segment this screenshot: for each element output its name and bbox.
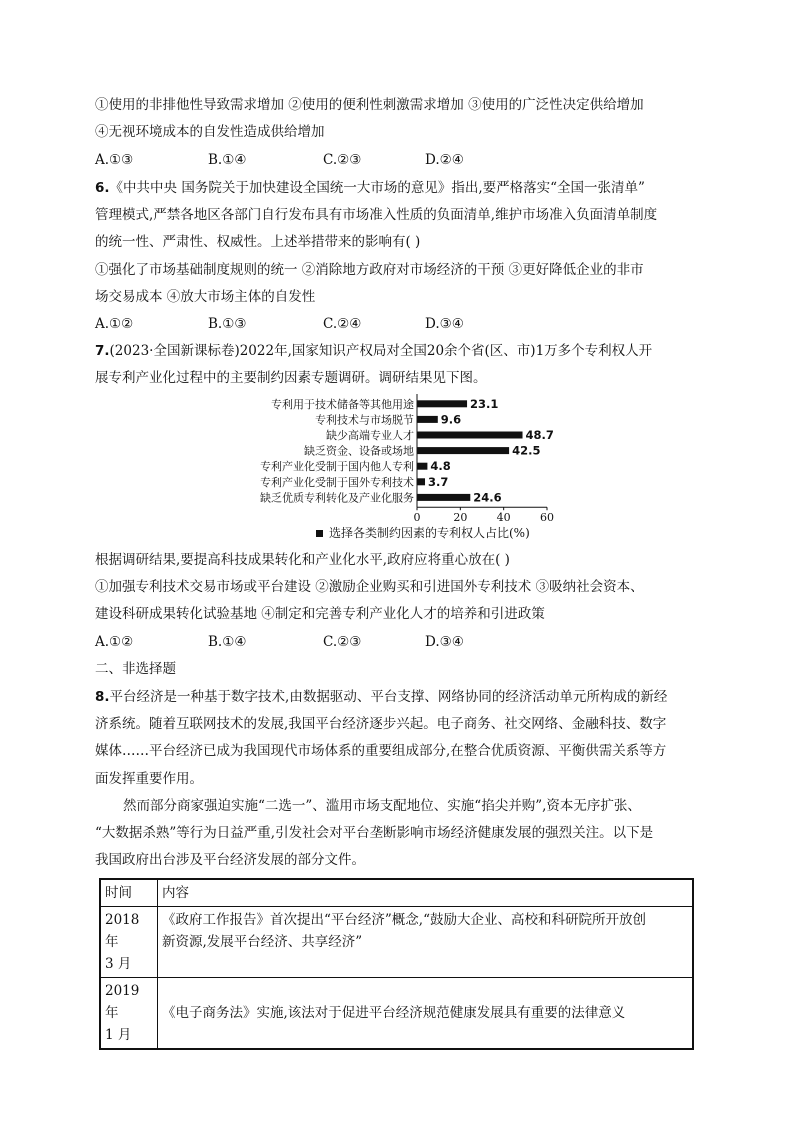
section-heading: 二、非选择题 — [95, 661, 176, 677]
category-label: 缺乏优质专利转化及产业化服务 — [260, 491, 414, 505]
row-content-line2: 新资源,发展平台经济、共享经济” — [162, 934, 363, 950]
q7-stem-line1 — [95, 341, 652, 361]
q7-option-c[interactable]: C.②③ — [323, 634, 362, 650]
bar — [417, 447, 509, 454]
q8-para2-line1: 然而部分商家强迫实施“二选一”、滥用市场支配地位、实施“掐尖并购”,资本无序扩张、 — [123, 798, 641, 814]
bar — [417, 416, 438, 423]
header-time: 时间 — [100, 879, 158, 907]
q5-statements-line2: ④无视环境成本的自发性造成供给增加 — [95, 124, 325, 140]
q7-option-a[interactable]: A.①② — [95, 634, 134, 650]
q8-number: 8. — [95, 689, 110, 705]
category-label: 专利技术与市场脱节 — [315, 413, 414, 427]
q5-option-a[interactable]: A.①③ — [95, 152, 134, 168]
q6-stem-line2: 管理模式,严禁各地区各部门自行发布具有市场准入性质的负面清单,维护市场准入负面清单制度 — [95, 207, 658, 223]
q8-para1-line3: 媒体……平台经济已成为我国现代市场体系的重要组成部分,在整合优质资源、平衡供需关系等方 — [95, 743, 667, 759]
data-label: 24.6 — [473, 490, 502, 505]
category-label: 缺乏资金、设备或场地 — [304, 444, 414, 458]
x-tick-label: 40 — [496, 511, 511, 525]
q5-option-d[interactable]: D.②④ — [425, 152, 464, 168]
legend-label: 选择各类制约因素的专利权人占比(%) — [329, 526, 530, 540]
q6-stem-text1: 《中共中央 国务院关于加快建设全国统一大市场的意见》指出,要严格落实“全国一张清单” — [109, 180, 645, 196]
q6-stem-line3: 的统一性、严肃性、权威性。上述举措带来的影响有( ) — [95, 234, 421, 250]
q8-para1-line4: 面发挥重要作用。 — [95, 771, 203, 787]
q6-option-b[interactable]: B.①③ — [208, 316, 247, 332]
row-content-line1: 《政府工作报告》首次提出“平台经济”概念,“鼓励大企业、高校和科研院所开放创 — [162, 912, 646, 928]
q8-para1-text1: 平台经济是一种基于数字技术,由数据驱动、平台支撑、网络协同的经济活动单元所构成的新经 — [109, 689, 668, 705]
q6-option-a[interactable]: A.①② — [95, 316, 134, 332]
q7-number: 7. — [95, 343, 110, 359]
header-content: 内容 — [158, 879, 694, 907]
x-tick-label: 60 — [540, 511, 554, 525]
row-content — [158, 978, 694, 1050]
x-tick-label: 0 — [413, 511, 421, 525]
table-header-row — [100, 879, 693, 907]
q6-statements-line2: 场交易成本 ④放大市场主体的自发性 — [95, 289, 316, 305]
q6-option-d[interactable]: D.③④ — [425, 316, 464, 332]
table-row — [100, 978, 693, 1050]
data-label: 48.7 — [525, 428, 554, 442]
q8-para1-line1 — [95, 687, 667, 707]
q5-statements-line1: ①使用的非排他性导致需求增加 ②使用的便利性刺激需求增加 ③使用的广泛性决定供给增加 — [95, 97, 644, 113]
q8-para2-line2: “大数据杀熟”等行为日益严重,引发社会对平台垄断影响市场经济健康发展的强烈关注。以下是 — [95, 825, 654, 841]
table-row — [100, 907, 693, 978]
q8-para2-line3: 我国政府出台涉及平台经济发展的部分文件。 — [95, 852, 365, 868]
row-time-year: 2019 年 — [105, 983, 140, 1021]
category-label: 专利产业化受制于国内他人专利 — [260, 460, 414, 474]
data-label: 42.5 — [512, 443, 541, 458]
row-time-month: 1 月 — [105, 1027, 132, 1043]
data-label: 3.7 — [428, 474, 449, 489]
q6-option-c[interactable]: C.②④ — [323, 316, 362, 332]
q7-stem-line3: 根据调研结果,要提高科技成果转化和产业化水平,政府应将重心放在( ) — [95, 552, 510, 568]
x-tick-label: 20 — [453, 511, 468, 525]
bar — [417, 478, 425, 485]
data-label: 9.6 — [440, 412, 462, 427]
category-label: 专利产业化受制于国外专利技术 — [260, 475, 414, 489]
patent-constraints-bar-chart — [215, 392, 585, 542]
bar — [417, 463, 427, 470]
q6-statements-line1: ①强化了市场基础制度规则的统一 ②消除地方政府对市场经济的干预 ③更好降低企业的非市 — [95, 262, 644, 278]
q7-stem-text1: (2023·全国新课标卷)2022年,国家知识产权局对全国20余个省(区、市)1万多个专利权人开 — [109, 343, 653, 359]
row-time-year: 2018 年 — [105, 912, 140, 950]
bar — [417, 432, 523, 439]
row-content-line1: 《电子商务法》实施,该法对于促进平台经济规范健康发展具有重要的法律意义 — [162, 1005, 626, 1021]
q5-option-b[interactable]: B.①④ — [208, 152, 247, 168]
q8-para1-line2: 济系统。随着互联网技术的发展,我国平台经济逐步兴起。电子商务、社交网络、金融科技、数字 — [95, 716, 667, 732]
row-time-month: 3 月 — [105, 956, 132, 972]
q7-statements-line2: 建设科研成果转化试验基地 ④制定和完善专利产业化人才的培养和引进政策 — [95, 606, 545, 622]
q7-option-b[interactable]: B.①④ — [208, 634, 247, 650]
q7-statements-line1: ①加强专利技术交易市场或平台建设 ②激励企业购买和引进国外专利技术 ③吸纳社会资本、 — [95, 579, 644, 595]
q6-stem-line1 — [95, 178, 645, 198]
q7-option-d[interactable]: D.③④ — [425, 634, 464, 650]
category-label: 专利用于技术储备等其他用途 — [271, 397, 414, 411]
row-time — [100, 907, 158, 978]
chart-legend — [316, 524, 530, 541]
q7-stem-line2: 展专利产业化过程中的主要制约因素专题调研。调研结果见下图。 — [95, 370, 487, 386]
data-label: 4.8 — [430, 459, 451, 474]
bar — [417, 400, 467, 407]
policy-documents-table — [99, 878, 694, 1050]
legend-marker — [316, 530, 323, 537]
data-label: 23.1 — [470, 396, 499, 411]
row-content — [158, 907, 694, 978]
category-label: 缺少高端专业人才 — [326, 429, 414, 442]
bar — [417, 494, 470, 501]
q5-option-c[interactable]: C.②③ — [323, 152, 362, 168]
q6-number: 6. — [95, 180, 110, 196]
row-time — [100, 978, 158, 1050]
